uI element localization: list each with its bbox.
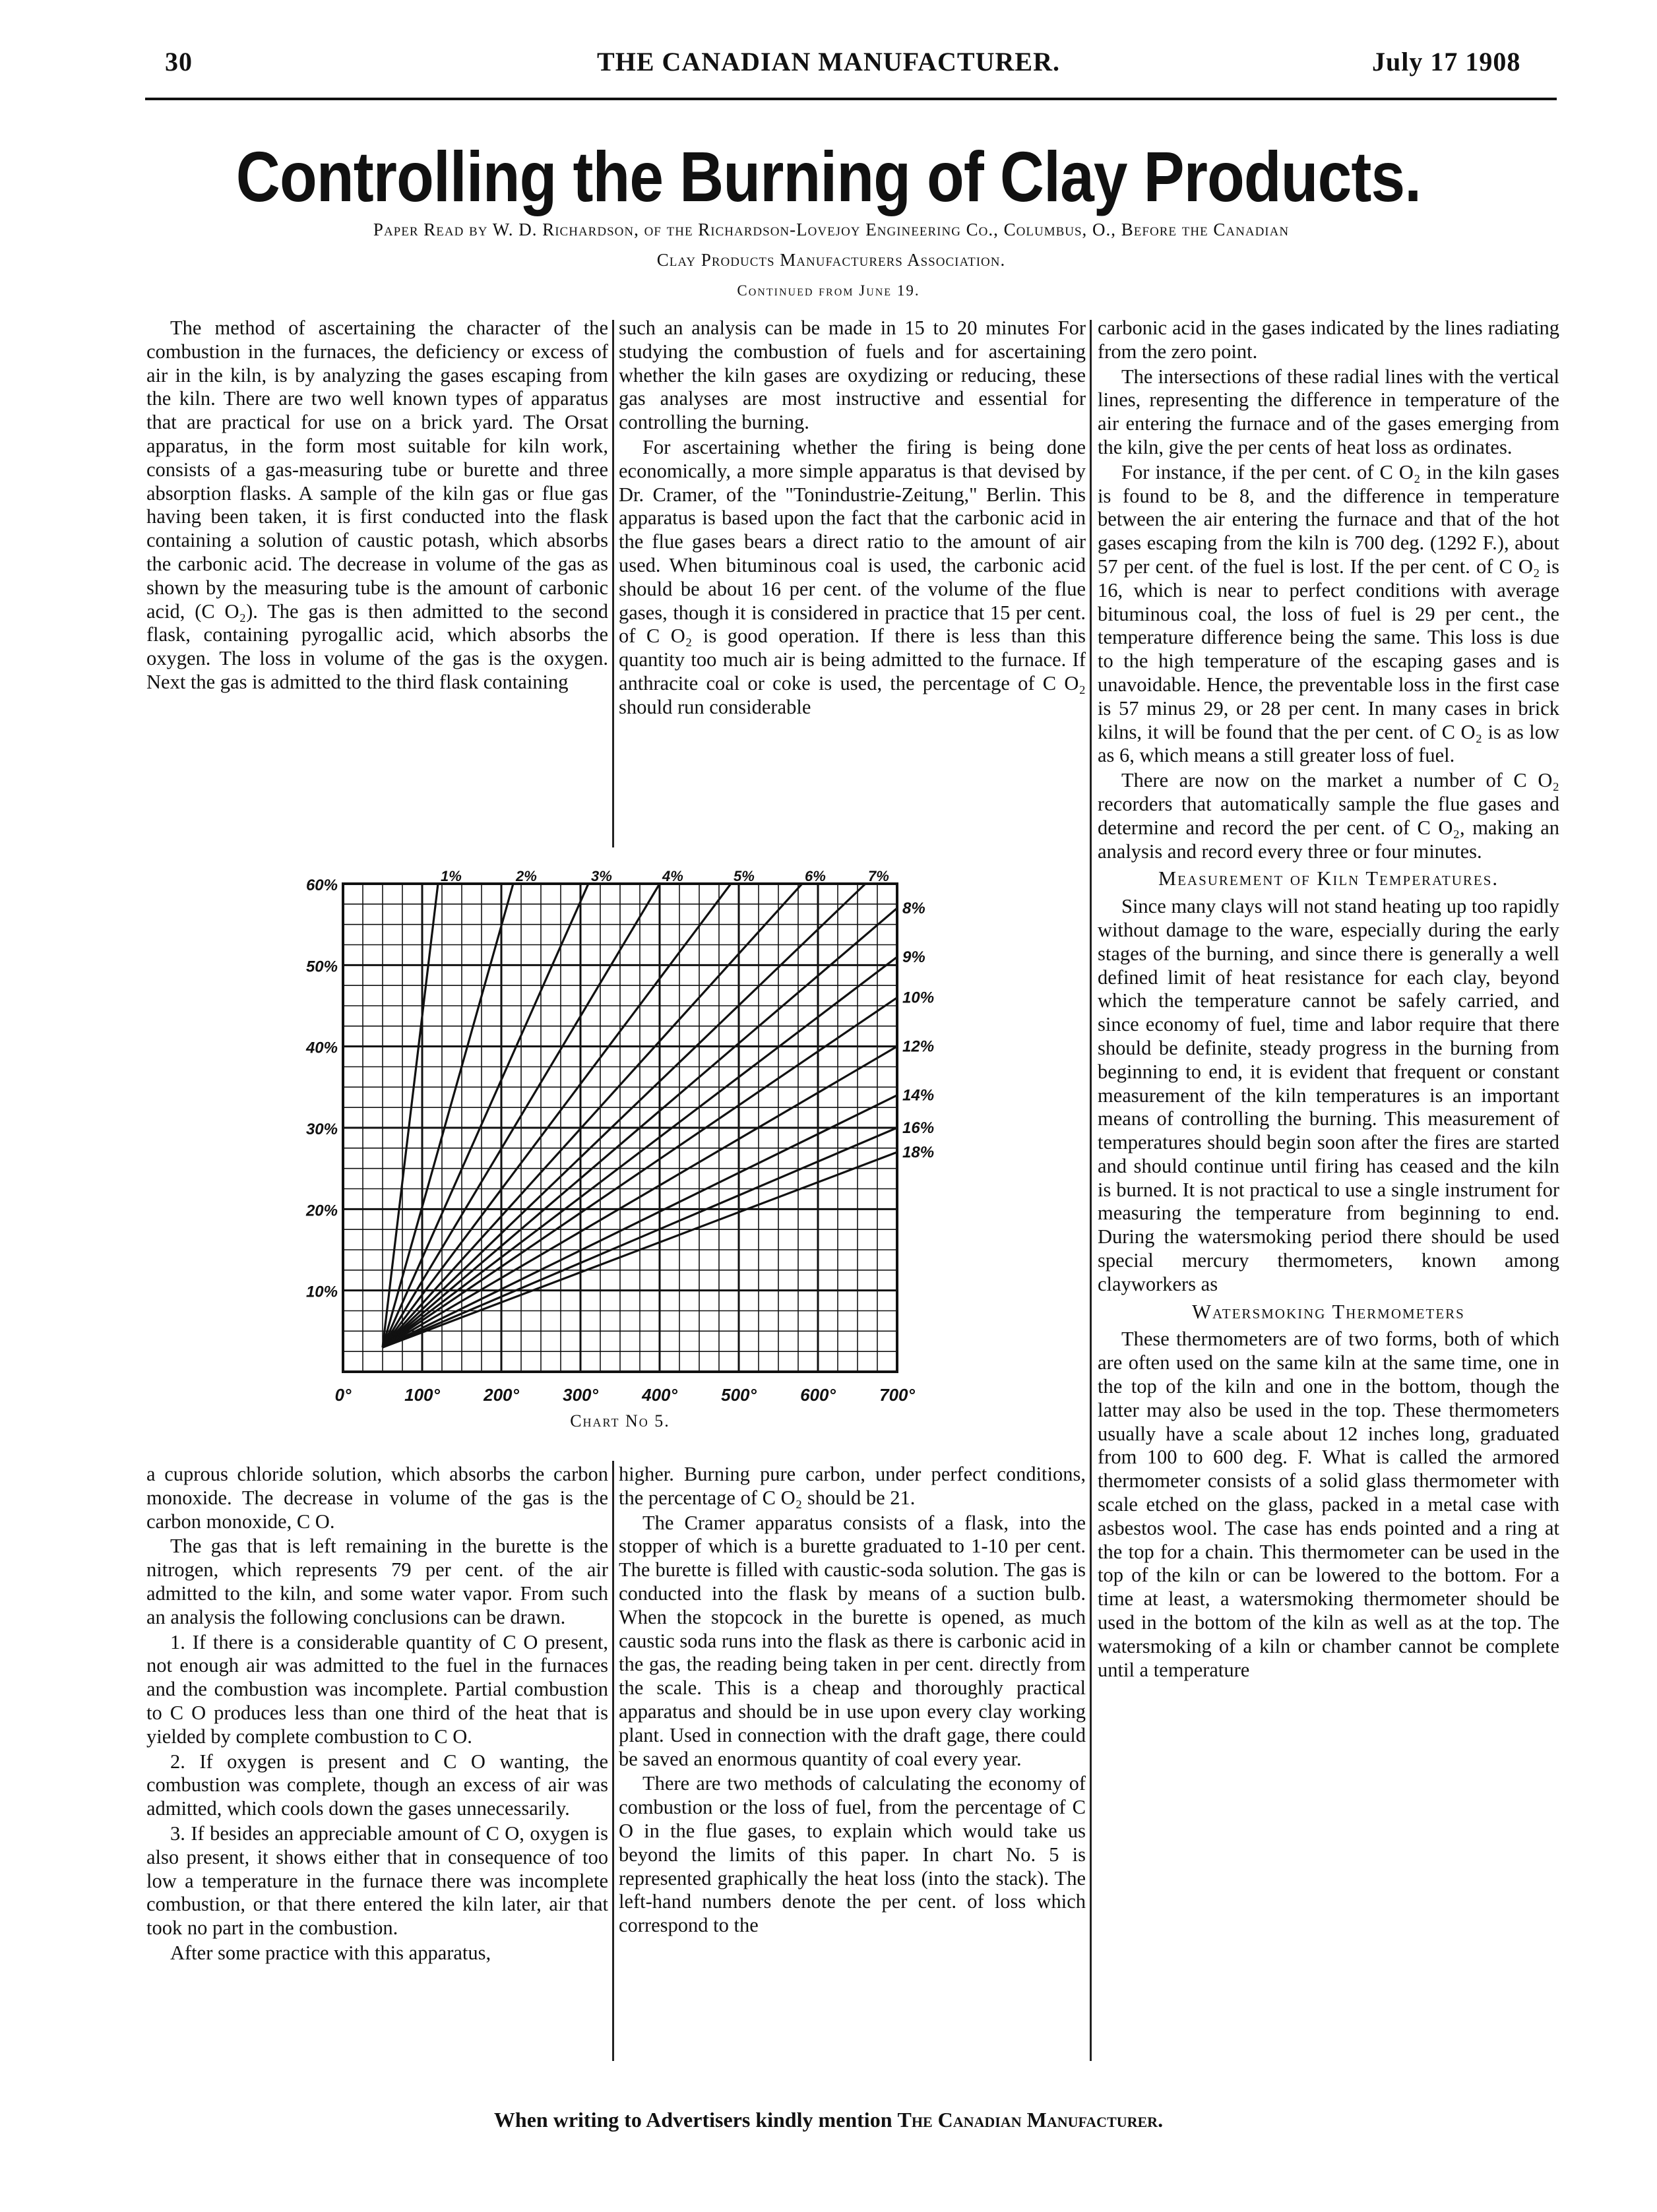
x-tick-label: 200° (484, 1385, 519, 1405)
y-tick-label: 50% (305, 958, 338, 976)
paragraph: The method of ascertaining the character of the combustion in the furnaces, the deficiency or excess of air in the kiln, is by analyzing the gases escaping from the kiln. There are two well known types of apparatus that are practical for use on a brick yard. The Orsat apparatus, in the form most suitable for kiln work, consists of a gas-measuring tube or burette and three absorption flasks. A sample of the kiln gas or flue gas having been taken, it is first conducted into the flask containing a solution of caustic potash, which absorbs the carbonic acid. The decrease in volume of the gas as shown by the measuring tube is the amount of carbonic acid, (C O₂). The gas is then admitted to the second flask, containing pyrogallic acid, which absorbs the oxygen. The loss in volume of the gas is the oxygen. Next the gas is admitted to the third flask containing (146, 317, 608, 693)
footer-notice (0, 2108, 1657, 2132)
journal-title: THE CANADIAN MANUFACTURER. (597, 47, 1060, 77)
paragraph: Since many clays will not stand heating up too rapidly without damage to the ware, especially during the early stages of the burning, and since there is generally a well defined limit of heat resistance for each clay, beyond which the temperature cannot be safely carried, and since economy of fuel, time and labor require that there should be definite, steady progress in the burning from beginning to end, it is evident that frequent or constant measurement of the kiln temperatures is an important means of controlling the burning. This measurement of temperatures should begin soon after the fires are started and should continue until firing has ceased and the kiln is burned. It is not practical to use a single instrument for measuring the temperature from beginning to end. During the watersmoking period there should be used special mercury thermometers, known among clayworkers as (1098, 895, 1559, 1295)
series-label-right: 16% (902, 1119, 935, 1137)
x-tick-label: 700° (879, 1385, 915, 1405)
section-heading: Watersmoking Thermometers (1192, 1300, 1465, 1323)
column-1 (146, 317, 608, 849)
x-tick-label: 600° (800, 1385, 836, 1405)
footer-text: When writing to Advertisers kindly mention (493, 2108, 892, 2132)
article-title: Controlling the Burning of Clay Products. (235, 137, 1422, 216)
section-heading: Measurement of Kiln Temperatures. (1158, 867, 1499, 890)
page-number: 30 (165, 47, 193, 77)
paragraph: 2. If oxygen is present and C O wanting, the combustion was complete, though an excess of air was admitted, which cools down the gases unnecessarily. (146, 1750, 608, 1820)
paragraph: There are now on the market a number of C O₂ recorders that automatically sample the flue gases and determine and record the per cent. of C O₂, making an analysis and record every three or four minutes. (1098, 769, 1559, 863)
column-3 (1098, 317, 1559, 2063)
paragraph: The gas that is left remaining in the burette is the nitrogen, which represents 79 per cent. of the air admitted to the kiln, and some water vapor. From such an analysis the following conclusions can be drawn. (146, 1535, 608, 1628)
column-rule (612, 320, 614, 847)
series-label-top: 5% (734, 868, 755, 884)
paragraph: carbonic acid in the gases indicated by the lines radiating from the zero point. (1098, 317, 1559, 363)
series-label-top: 1% (441, 868, 462, 884)
series-label-top: 3% (591, 868, 612, 884)
paragraph: After some practice with this apparatus, (170, 1941, 491, 1964)
series-label-right: 14% (902, 1086, 935, 1105)
series-label-right: 10% (902, 989, 935, 1007)
paragraph: The intersections of these radial lines with the vertical lines, representing the difference in temperature of the air entering the furnace and of the gases emerging from the kiln, give the per cents of heat loss as ordinates. (1098, 365, 1559, 458)
y-tick-label: 30% (305, 1121, 338, 1138)
series-label-right: 18% (902, 1144, 935, 1161)
paragraph: a cuprous chloride solution, which absorbs the carbon monoxide. The decrease in volume of the gas is the carbon monoxide, C O. (146, 1463, 608, 1533)
series-label-top: 2% (516, 868, 537, 884)
column-4 (146, 1463, 608, 2063)
paragraph: The Cramer apparatus consists of a flask, into the stopper of which is a burette graduated to 1-10 per cent. The burette is filled with caustic-soda solution. The gas is conducted into the flask by means of a suction bulb. When the stopcock in the burette is opened, as much caustic soda runs into the flask as there is carbonic acid in the gas, the reading being taken in per cent. directly from the scale. This is a cheap and thoroughly practical apparatus and should be in use upon every clay working plant. Used in connection with the draft gage, there could be saved an enormous quantity of coal every year. (619, 1511, 1086, 1770)
byline-line-1: Paper Read by W. D. Richardson, of the Richardson-Lovejoy Engineering Co., Columbus, O., Before the Canadian (373, 220, 1290, 239)
co2-line-1pct (383, 884, 438, 1347)
co2-line-7pct (383, 884, 865, 1347)
y-tick-label: 10% (305, 1283, 338, 1301)
column-rule (612, 1461, 614, 2061)
chart-caption: Chart No 5. (570, 1411, 670, 1430)
footer-journal: The Canadian Manufacturer. (897, 2108, 1164, 2132)
series-label-top: 6% (805, 868, 826, 884)
column-rule (1090, 320, 1092, 2061)
column-2 (619, 317, 1086, 849)
continued-note: Continued from June 19. (737, 282, 920, 299)
issue-date: July 17 1908 (1372, 47, 1521, 77)
paragraph: For ascertaining whether the firing is being done economically, a more simple apparatus is that devised by Dr. Cramer, of the "Tonindustrie-Zeitung," Berlin. This apparatus is based upon the fact that the carbonic acid in the flue gases bears a direct ratio to the amount of air used. When bituminous coal is used, the carbonic acid should be about 16 per cent. of the volume of the flue gases, though it is considered in practice that 15 per cent. of C O₂ is good operation. If there is less than this quantity too much air is being admitted to the furnace. If anthracite coal or coke is used, the percentage of C O₂ should run considerable (619, 435, 1086, 718)
y-tick-label: 60% (305, 876, 338, 894)
paragraph: 1. If there is a considerable quantity of C O present, not enough air was admitted to the fuel in the furnaces and the combustion was incomplete. Partial combustion to C O produces less than one third of the heat that is yielded by complete combustion to C O. (146, 1630, 608, 1748)
x-tick-label: 0° (334, 1385, 352, 1405)
paragraph: 3. If besides an appreciable amount of C O, oxygen is also present, it shows either that in consequence of too low a temperature in the furnace there was incomplete combustion, or that there entered the kiln later, air that took no part in the combustion. (146, 1822, 608, 1940)
column-5 (619, 1463, 1086, 2063)
paragraph: These thermometers are of two forms, both of which are often used on the same kiln at the same time, one in the top of the kiln and one in the bottom, though the latter may also be used in the top. These thermometers usually have a scale about 12 inches long, graduated from 100 to 600 deg. F. What is called the armored thermometer consists of a solid glass thermometer with scale etched on the glass, packed in a metal case with asbestos wool. The case has ends pointed and a ring at the top for a chain. This thermometer can be used in the top of the kiln or can be lowered to the bottom. For a time at least, a watersmoking thermometer should be used in the bottom of the kiln as well as at the top. The watersmoking of a kiln or chamber cannot be complete until a temperature (1098, 1328, 1559, 1681)
article-byline (185, 214, 1478, 275)
paragraph: There are two methods of calculating the economy of combustion or the loss of fuel, from the percentage of C O in the flue gases, to explain which would take us beyond the limits of this paper. In chart No. 5 is represented graphically the heat loss (into the stack). The left-hand numbers denote the per cent. of loss which correspond to the (619, 1772, 1086, 1937)
series-label-top: 4% (662, 868, 683, 884)
chart-svg (290, 864, 950, 1411)
header-rule (145, 98, 1557, 100)
series-label-right: 8% (902, 900, 925, 917)
series-label-right: 12% (902, 1037, 935, 1056)
x-tick-label: 500° (721, 1385, 757, 1405)
byline-line-2: Clay Products Manufacturers Association. (656, 250, 1006, 270)
y-tick-label: 40% (305, 1039, 338, 1057)
x-tick-label: 300° (563, 1385, 598, 1405)
series-label-top: 7% (868, 868, 889, 884)
paragraph: For instance, if the per cent. of C O₂ in the kiln gases is found to be 8, and the difference in temperature between the air entering the furnace and that of the hot gases escaping from the kiln is 700 deg. (1292 F.), about 57 per cent. of the fuel is lost. If the per cent. of C O₂ is 16, which is near to perfect conditions with average bituminous coal, the loss of fuel is 29 per cent., the temperature difference being the same. This loss is due to the high temperature of the escaping gases and is unavoidable. Hence, the preventable loss in the first case is 57 minus 29, or 28 per cent. In many cases in brick kilns, it will be found that the per cent. of C O₂ is as low as 6, which means a still greater loss of fuel. (1098, 460, 1559, 767)
heat-loss-chart (290, 864, 950, 1444)
paragraph: higher. Burning pure carbon, under perfect conditions, the percentage of C O₂ should be 21. (619, 1463, 1086, 1509)
paragraph: such an analysis can be made in 15 to 20 minutes For studying the combustion of fuels and for ascertaining whether the kiln gases are oxydizing or reducing, these gas analyses are most instructive and essential for controlling the burning. (619, 317, 1086, 434)
x-tick-label: 400° (642, 1385, 677, 1405)
y-tick-label: 20% (305, 1202, 338, 1220)
series-label-right: 9% (902, 948, 925, 966)
x-tick-label: 100° (404, 1385, 440, 1405)
